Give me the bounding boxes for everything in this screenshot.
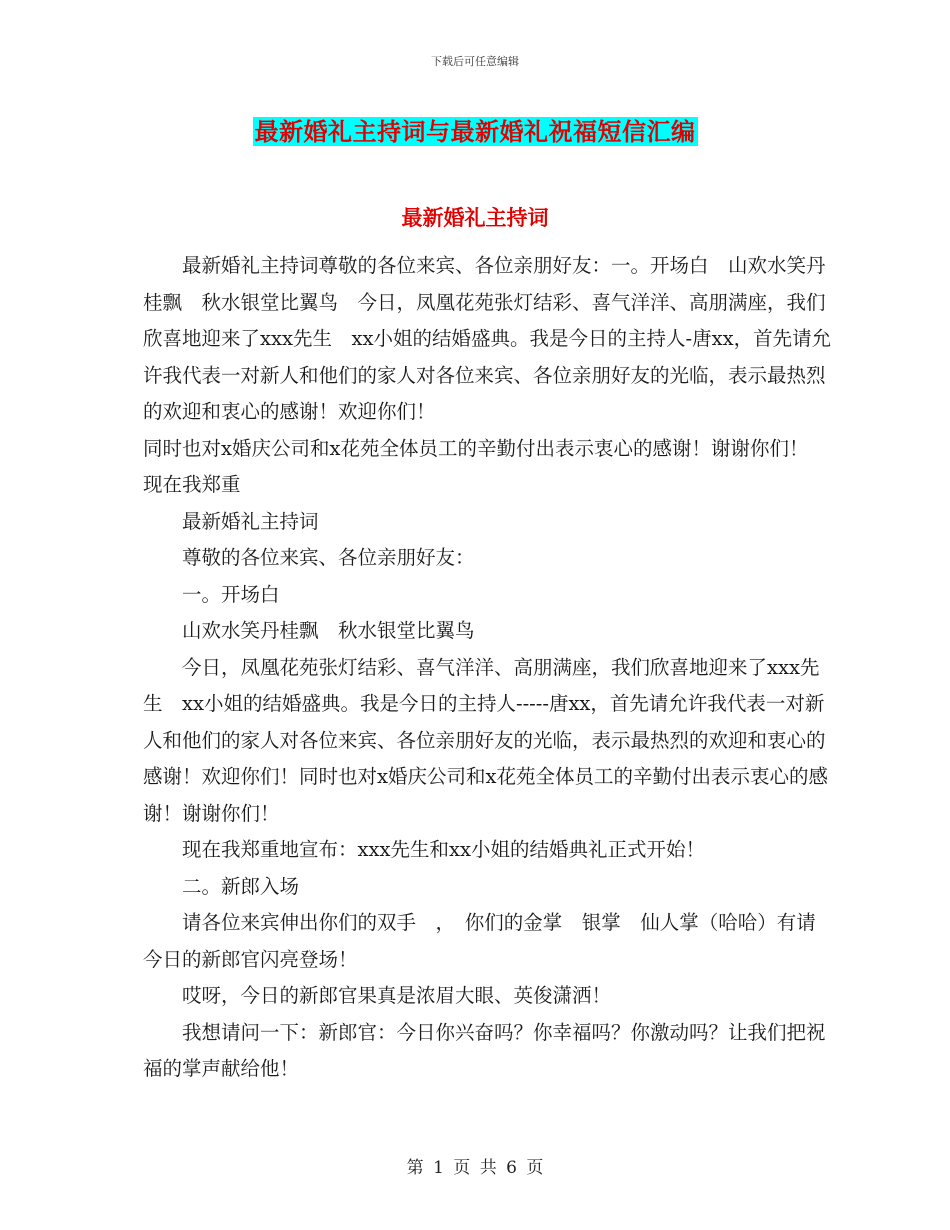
document-title-text: 最新婚礼主持词与最新婚礼祝福短信汇编 bbox=[254, 117, 696, 146]
paragraph: 我想请问一下：新郎官：今日你兴奋吗？你幸福吗？你激动吗？让我们把祝福的掌声献给他！ bbox=[143, 1020, 826, 1080]
paragraph: 请各位来宾伸出你们的双手 ， 你们的金掌 银掌 仙人掌（哈哈）有请今日的新郎官闪亮登场！ bbox=[143, 911, 816, 971]
paragraph: 二。新郎入场 bbox=[182, 874, 300, 898]
paragraph: 现在我郑重地宣布：xxx先生和xx小姐的结婚典礼正式开始！ bbox=[182, 838, 705, 861]
paragraph: 同时也对x婚庆公司和x花苑全体员工的辛勤付出表示衷心的感谢！谢谢你们！ 现在我郑重 bbox=[143, 436, 829, 496]
paragraph: 一。开场白 bbox=[182, 582, 280, 606]
paragraph: 哎呀，今日的新郎官果真是浓眉大眼、英俊潇洒！ bbox=[182, 984, 612, 1007]
document-body bbox=[143, 248, 833, 1088]
page-header-note: 下载后可任意编辑 bbox=[431, 55, 519, 68]
paragraph: 今日，凤凰花苑张灯结彩、喜气洋洋、高朋满座，我们欣喜地迎来了xxx先生 xx小姐的结婚盛典。我是今日的主持人-----唐xx，首先请允许我代表一对新人和他们的家人对各位来宾、各位亲朋好友的光临，表示最热烈的欢迎和衷心的感谢！欢迎你们！同时也对x婚庆公司和x花苑全体员工的辛勤付出表示衷心的感谢！谢谢你们！ bbox=[143, 655, 828, 825]
paragraph: 最新婚礼主持词 bbox=[182, 509, 319, 533]
document-title bbox=[0, 112, 950, 147]
paragraph: 山欢水笑丹桂飘 秋水银堂比翼鸟 bbox=[182, 619, 475, 642]
paragraph: 尊敬的各位来宾、各位亲朋好友： bbox=[182, 546, 475, 569]
section-title: 最新婚礼主持词 bbox=[401, 205, 549, 230]
page-footer: 第 1 页 共 6 页 bbox=[406, 1158, 544, 1178]
paragraph: 最新婚礼主持词尊敬的各位来宾、各位亲朋好友：一。开场白 山欢水笑丹桂飘 秋水银堂比翼鸟 今日，凤凰花苑张灯结彩、喜气洋洋、高朋满座，我们欣喜地迎来了xxx先生 xx小姐的结婚盛典。我是今日的主持人-唐xx，首先请允许我代表一对新人和他们的家人对各位来宾、各位亲朋好友的光临，表示最热烈的欢迎和衷心的感谢！欢迎你们！ bbox=[143, 254, 832, 423]
